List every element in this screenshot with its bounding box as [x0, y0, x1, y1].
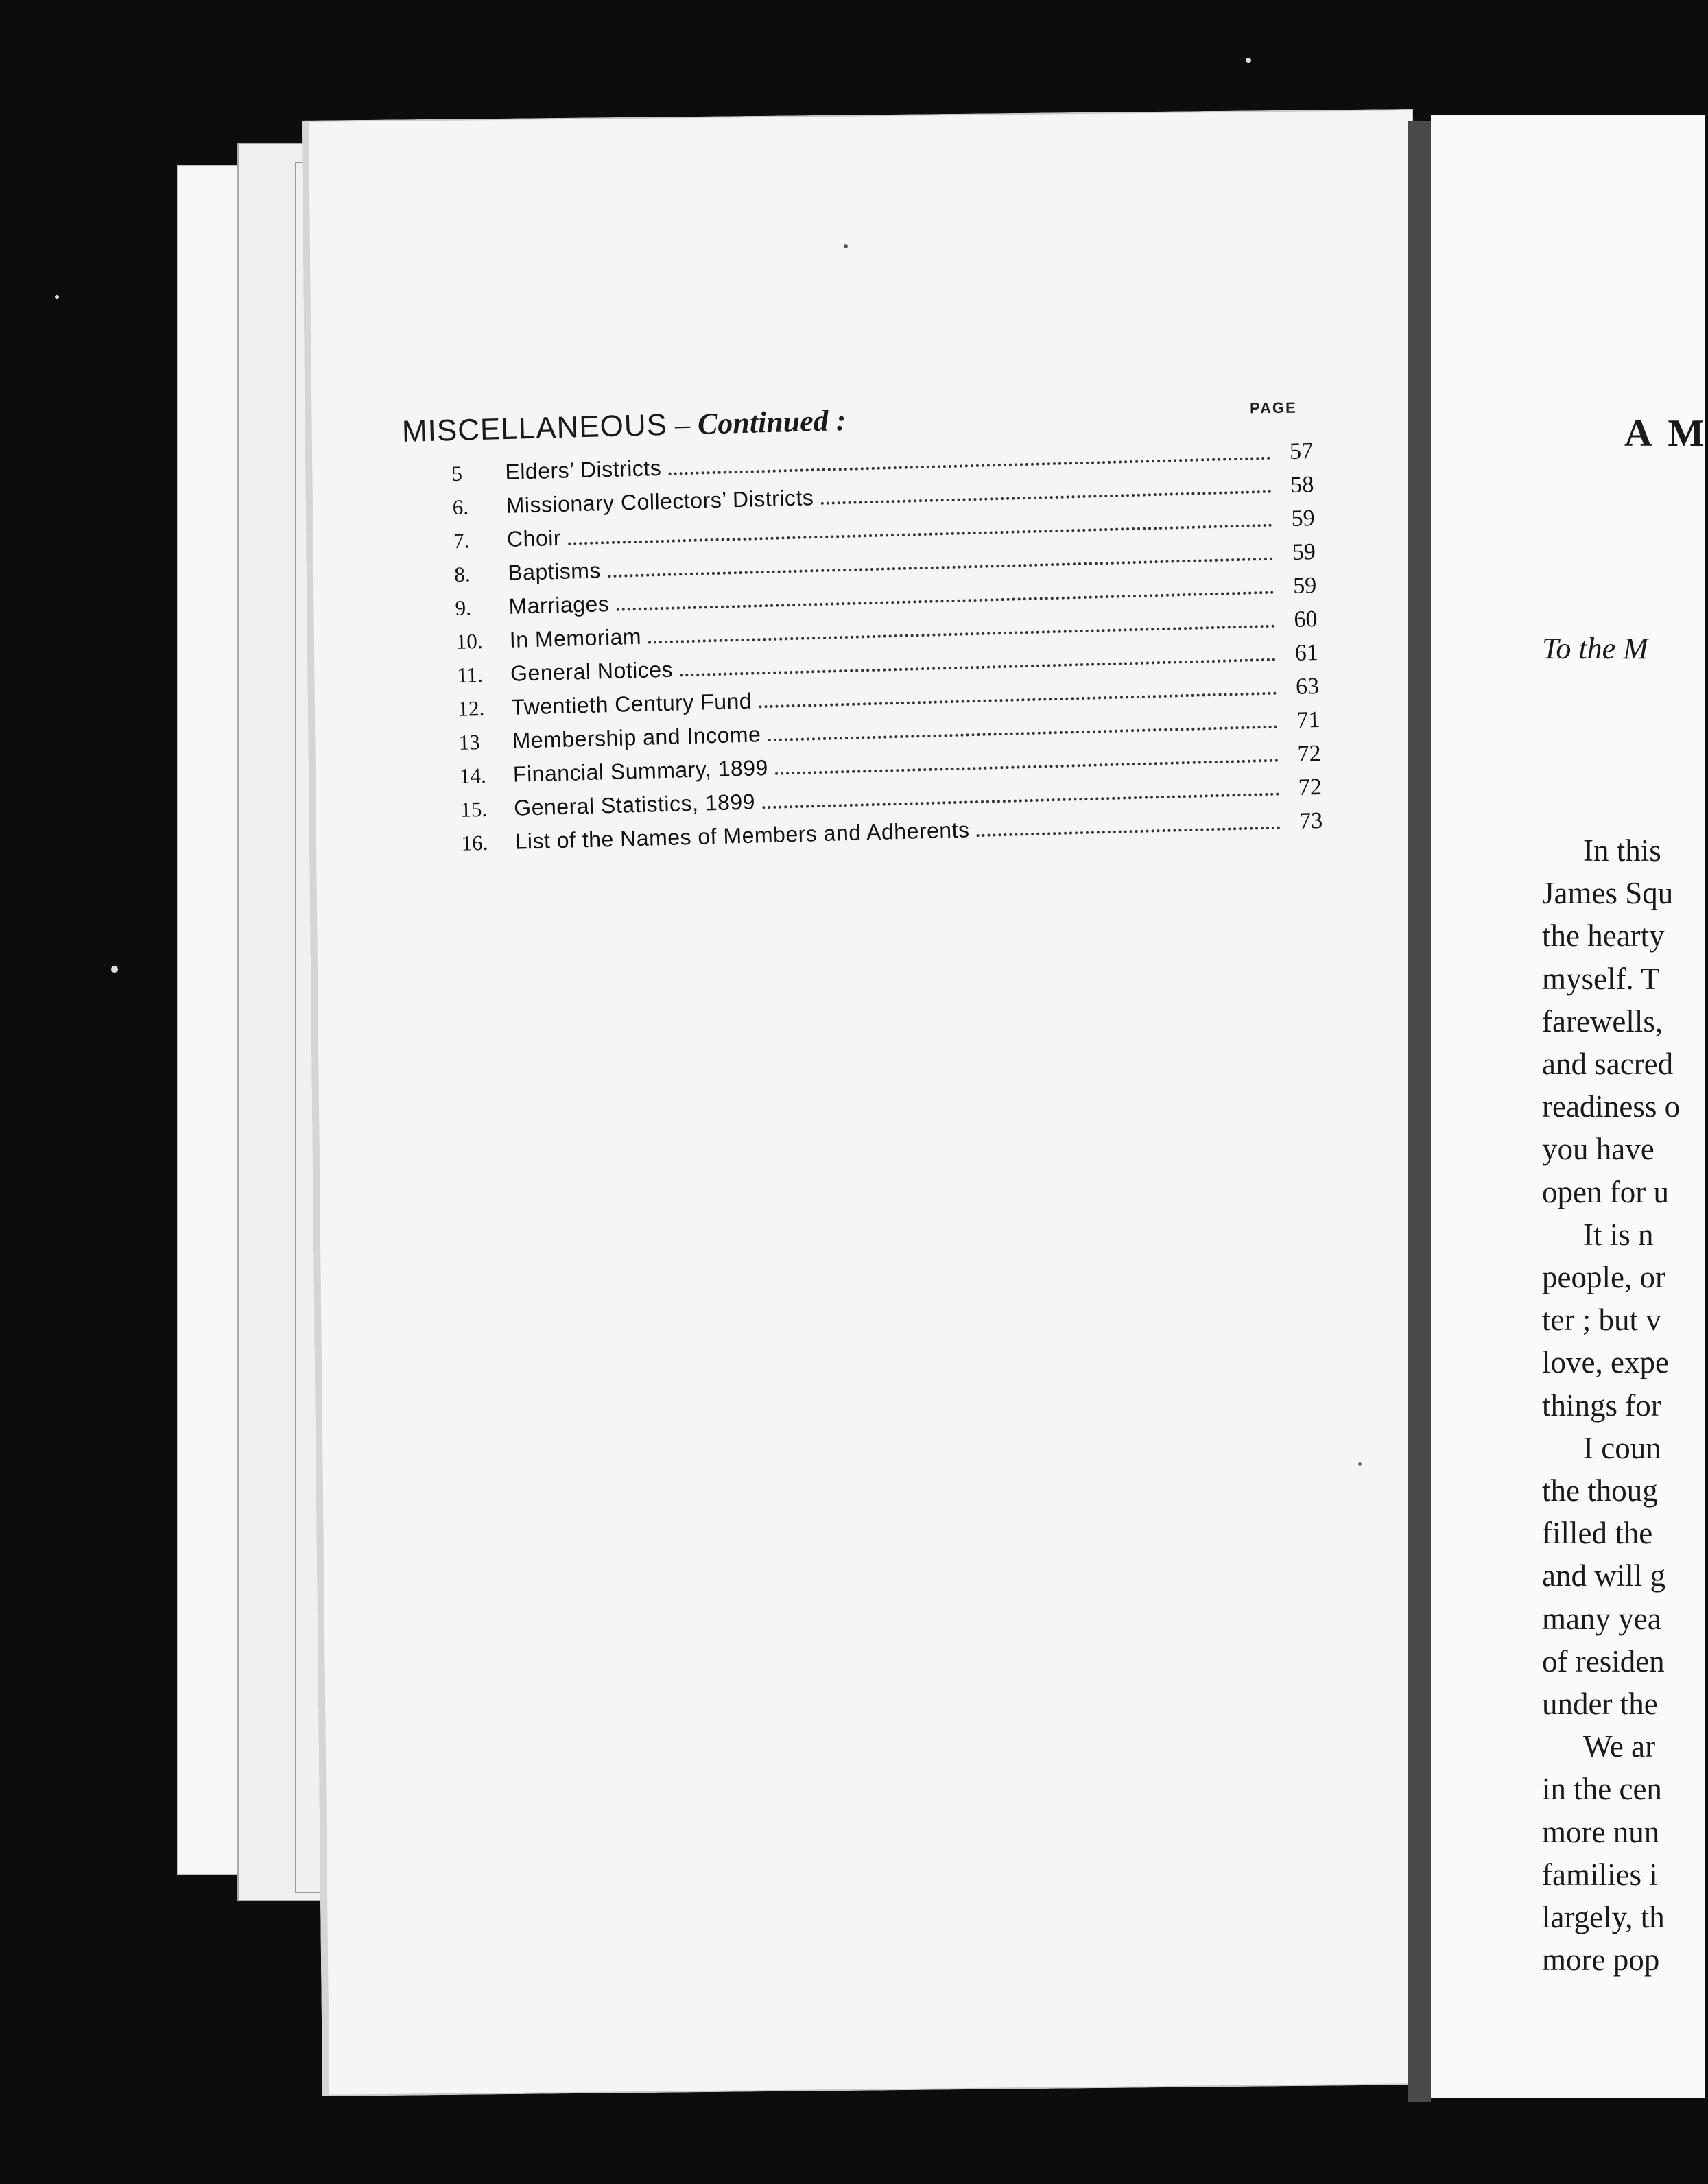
section-title-continued: Continued :	[697, 403, 846, 441]
letter-line: filled the	[1542, 1516, 1653, 1550]
toc-entry-number: 6.	[452, 495, 469, 519]
letter-line: ter ; but v	[1542, 1303, 1661, 1337]
toc-entry-label: Twentieth Century Fund	[510, 688, 752, 720]
toc-leader-dots	[668, 456, 1270, 475]
toc-entry-page: 61	[1294, 640, 1319, 666]
toc-entry-page: 72	[1297, 740, 1322, 767]
letter-line: In this	[1583, 833, 1661, 868]
letter-line: more nun	[1542, 1815, 1660, 1849]
toc-leader-dots	[648, 624, 1275, 644]
section-title-dash: –	[667, 407, 698, 442]
toc-entry-label: Marriages	[508, 591, 610, 619]
toc-entry-label: Membership and Income	[512, 722, 761, 753]
toc-entry-label: List of the Names of Members and Adherents	[514, 817, 970, 854]
letter-line: you have	[1542, 1132, 1654, 1166]
toc-leader-dots	[977, 826, 1281, 838]
right-page	[1431, 115, 1708, 2098]
toc-entry-number: 12.	[458, 696, 485, 721]
dust-speck	[1246, 58, 1251, 63]
toc-entry-page: 71	[1296, 707, 1320, 733]
section-title-main: MISCELLANEOUS	[401, 407, 668, 449]
toc-entry-number: 16.	[461, 830, 488, 855]
letter-salutation: To the M	[1542, 632, 1648, 665]
toc-leader-dots	[616, 591, 1274, 611]
letter-line: things for	[1542, 1388, 1661, 1423]
toc-entry-number: 14.	[459, 763, 487, 788]
letter-line: and will g	[1542, 1558, 1665, 1593]
letter-line: It is n	[1583, 1218, 1654, 1252]
toc-entry-label: In Memoriam	[509, 624, 642, 652]
letter-line: families i	[1542, 1857, 1658, 1892]
toc-leader-dots	[680, 658, 1276, 677]
letter-line: open for u	[1542, 1175, 1669, 1209]
letter-line: under the	[1542, 1687, 1658, 1721]
toc-leader-dots	[608, 557, 1273, 578]
toc-entry-number: 15.	[460, 796, 488, 822]
toc-entry-number: 7.	[453, 528, 470, 553]
toc-entry-label: General Notices	[510, 656, 674, 686]
toc-leader-dots	[768, 725, 1277, 741]
letter-line: love, expe	[1542, 1345, 1669, 1379]
letter-line: of residen	[1542, 1644, 1665, 1678]
letter-line: readiness o	[1542, 1089, 1681, 1124]
toc-entry-page: 60	[1293, 606, 1318, 632]
toc-entry-page: 59	[1292, 539, 1316, 565]
toc-leader-dots	[775, 759, 1279, 775]
letter-line: We ar	[1583, 1729, 1656, 1764]
toc-entry-number: 9.	[455, 595, 472, 620]
table-of-contents	[451, 438, 1323, 864]
toc-entry-page: 72	[1298, 774, 1322, 800]
dust-speck	[844, 244, 848, 248]
toc-entry-number: 13	[458, 730, 481, 755]
letter-line: the hearty	[1542, 918, 1665, 953]
toc-entry-page: 59	[1291, 506, 1316, 532]
toc-entry-number: 10.	[455, 628, 484, 654]
toc-leader-dots	[759, 691, 1277, 709]
dust-speck	[111, 966, 118, 973]
toc-entry-label: Baptisms	[507, 558, 602, 585]
toc-entry-page: 59	[1292, 573, 1317, 599]
toc-entry-number: 5	[451, 461, 463, 486]
letter-line: many yea	[1542, 1602, 1661, 1636]
letter-line: more pop	[1542, 1943, 1660, 1977]
letter-line: farewells,	[1542, 1004, 1663, 1038]
letter-line: people, or	[1542, 1260, 1665, 1294]
toc-leader-dots	[568, 523, 1272, 545]
letter-line: in the cen	[1542, 1772, 1662, 1806]
toc-entry-label: Financial Summary, 1899	[512, 755, 769, 787]
letter-line: and sacred	[1542, 1047, 1674, 1081]
dust-speck	[1358, 1462, 1362, 1466]
toc-entry-number: 8.	[453, 562, 471, 586]
letter-heading: A M	[1624, 412, 1708, 455]
toc-entry-number: 11.	[456, 662, 484, 687]
toc-entry-page: 73	[1298, 807, 1323, 834]
page-column-header: PAGE	[1249, 399, 1297, 417]
book-spine	[1408, 121, 1431, 2102]
toc-leader-dots	[820, 490, 1271, 505]
letter-line: largely, th	[1542, 1900, 1665, 1934]
toc-leader-dots	[762, 792, 1279, 809]
dust-speck	[55, 295, 59, 299]
letter-line: I coun	[1583, 1431, 1661, 1465]
toc-entry-page: 57	[1289, 438, 1314, 464]
toc-entry-label: Missionary Collectors’ Districts	[506, 485, 814, 518]
toc-entry-label: Elders’ Districts	[504, 455, 662, 484]
toc-entry-label: Choir	[506, 525, 562, 551]
letter-line: the thoug	[1542, 1473, 1658, 1508]
letter-line: James Squ	[1542, 876, 1674, 910]
letter-line: myself. T	[1542, 962, 1660, 996]
toc-entry-page: 63	[1295, 674, 1320, 700]
toc-entry-page: 58	[1290, 472, 1314, 498]
toc-entry-label: General Statistics, 1899	[513, 789, 756, 820]
